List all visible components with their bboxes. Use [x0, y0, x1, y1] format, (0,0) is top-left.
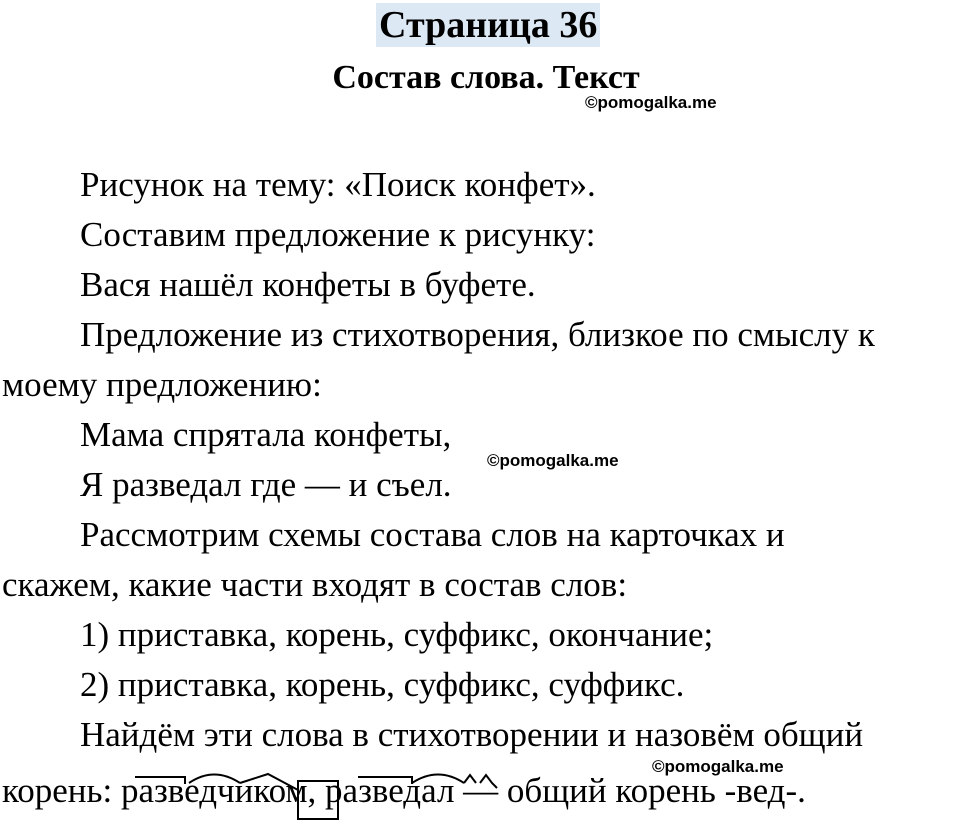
- root-arc-icon: [189, 775, 240, 784]
- poem-line: Мама спрятала конфеты,: [80, 415, 452, 454]
- prefix-mark-icon: [358, 777, 412, 784]
- ending-box-icon: [298, 781, 338, 819]
- prefix-mark-icon: [135, 777, 185, 784]
- word-ending: ом: [268, 771, 308, 810]
- text-line: скажем, какие части входят в состав слов:: [2, 565, 628, 604]
- suffix-caret-icon: [464, 775, 476, 783]
- watermark: ©pomogalka.me: [487, 451, 619, 470]
- suffix-caret-icon: [480, 775, 497, 788]
- text-fragment: ,: [307, 771, 326, 810]
- word-stem: разведчик: [120, 771, 269, 810]
- list-item: 2) приставка, корень, суффикс, суффикс.: [80, 665, 685, 704]
- text-line: моему предложению:: [2, 365, 322, 404]
- text-fragment: — общий корень -вед-.: [454, 771, 806, 810]
- watermark: ©pomogalka.me: [585, 93, 717, 112]
- poem-line: Я разведал где — и съел.: [80, 465, 452, 504]
- text-fragment: корень:: [2, 771, 121, 810]
- text-line: Предложение из стихотворения, близкое по смыслу к: [80, 315, 875, 354]
- watermark: ©pomogalka.me: [652, 757, 784, 776]
- suffix-caret-icon: [240, 774, 298, 790]
- text-line: Составим предложение к рисунку:: [80, 215, 596, 254]
- word: разведал: [325, 771, 455, 810]
- text-line: Найдём эти слова в стихотворении и назовём общий: [80, 715, 864, 754]
- text-line: Рисунок на тему: «Поиск конфет».: [80, 165, 596, 204]
- page-title: Страница 36: [376, 3, 600, 47]
- text-line: Вася нашёл конфеты в буфете.: [80, 265, 536, 304]
- root-arc-icon: [412, 775, 464, 784]
- list-item: 1) приставка, корень, суффикс, окончание;: [80, 615, 714, 654]
- text-line: Рассмотрим схемы состава слов на карточках и: [80, 515, 785, 554]
- section-subtitle: Состав слова. Текст: [332, 59, 640, 96]
